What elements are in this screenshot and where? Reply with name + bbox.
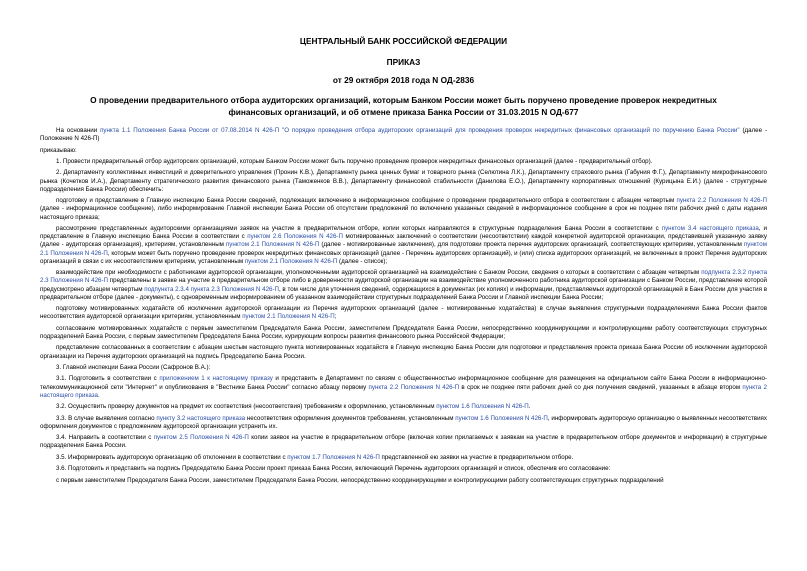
paragraph-text: ; [334, 313, 337, 321]
paragraph [40, 225, 767, 266]
document-type: ПРИКАЗ [386, 57, 421, 67]
paragraph-text: , информировать аудиторскую организацию о выявленных несоответствиях оформления документов с предложением аудиторской организации устранить их. [40, 414, 767, 430]
paragraph-text: представлены в заявке на участие в предварительном отборе либо в доверенности аудиторской организации на взаимодействие уполномоченного работника аудиторской организации с Банком России, представление которой предусмотрено абзацем четвертым [40, 277, 767, 293]
paragraph-text: представление согласованных в соответствии с абзацем шестым настоящего пункта мотивированных ходатайств в Главную инспекцию Банка России для подготовки и представления проекта приказа Банка России об исключении аудиторской организации из Перечня аудиторских организаций на подпись Председателю Банка России. [40, 344, 767, 360]
paragraph [40, 375, 767, 400]
paragraph-text: рассмотрение представленных аудиторскими организациями заявок на участие в предварительном отборе, копии которых направляются в структурные подразделения Банка России в соответствии с [56, 224, 662, 232]
document-link[interactable]: пунктом 1.6 Положения N 426-П [455, 414, 548, 422]
document-link[interactable]: пунктом 2.1 Положения N 426-П [244, 257, 338, 265]
document-body [40, 127, 767, 488]
document-link[interactable]: пунктом 3.4 настоящего приказа [661, 224, 759, 232]
document-date-number: от 29 октября 2018 года N ОД-2836 [332, 75, 475, 85]
paragraph-text: 3.4. Направить в соответствии с [56, 434, 154, 442]
paragraph-text: с первым заместителем Председателя Банка России, заместителем Председателя Банка России, непосредственно координирующими и контролирующими работу соответствующих структурных подразделений [56, 476, 664, 484]
paragraph-text: и представить в Департамент по связям с общественностью информационное сообщение для размещения на официальном сайте Банка России в информационно-телекоммуникационной сети "Интернет" и опубликования в "Вестнике Банка России" согласно абзацу первому [40, 375, 767, 391]
document-link[interactable]: пункту 3.2 настоящего приказа [156, 414, 246, 422]
paragraph [40, 477, 767, 485]
document-link[interactable]: пунктом 2.1 Положения N 426-П [242, 313, 335, 321]
paragraph-text: , и представление в Главную инспекцию Банка России в соответствии с [40, 224, 767, 241]
paragraph-text: копии заявок на участие в предварительном отборе (включая копии прилагаемых к заявкам на участие в предварительном отборе документов и информации) в структурные подразделения Банка России. [40, 434, 767, 450]
paragraph-text: 3.5. Информировать аудиторскую организацию об отклонении в соответствии с [56, 453, 288, 461]
document-link[interactable]: пункта 2 настоящего приказа [40, 383, 767, 399]
paragraph-text: , в том числе для уточнения сведений, содержащихся в документах (их копиях) и информации, представляемых аудиторской организацией в Банк России для участия в предварительном отборе (далее - документы), с одновременным информированием об указанном взаимодействии структурных подразделений Банка России и Главной инспекции Банка России; [40, 285, 767, 301]
paragraph-text: представленной ею заявки на участие в предварительном отборе. [379, 453, 574, 461]
paragraph-text: . [528, 403, 531, 411]
document-link[interactable]: пунктом 2.1 Положения N 426-П [40, 241, 768, 257]
paragraph-text: 1. Провести предварительный отбор аудиторских организаций, которым Банком России может быть поручено проведение проверок некредитных финансовых организаций (далее - предварительный отбор). [56, 157, 653, 165]
paragraph-text: (далее - список); [337, 257, 388, 265]
paragraph [40, 465, 767, 473]
paragraph [40, 147, 767, 155]
paragraph-text: мотивированных заключений о соответствии (несоответствии) каждой конкретной аудиторской организации, представившей указанную заявку (далее - аудиторская организация), критериям, установленным [40, 233, 767, 249]
paragraph-text: в срок не позднее пяти рабочих дней со дня получения сведений, указанных в абзаце втором [459, 383, 743, 391]
paragraph [40, 158, 767, 166]
document-link[interactable]: пунктом 2.5 Положения N 426-П [153, 434, 249, 442]
paragraph-text: 3. Главной инспекции Банка России (Сафронов В.А.): [56, 363, 211, 371]
paragraph-text: подготовку и представление в Главную инспекцию Банка России сведений, подлежащих включению в информационное сообщение о проведении предварительного отбора в соответствии с абзацем четвертым [56, 197, 677, 205]
paragraph-text: (далее - Положение N 426-П) [40, 127, 768, 143]
issuer-name: ЦЕНТРАЛЬНЫЙ БАНК РОССИЙСКОЙ ФЕДЕРАЦИИ [299, 36, 508, 46]
paragraph-text: , которым может быть поручено проведение проверок некредитных финансовых организаций (далее - Перечень аудиторских организаций), и (или) списка аудиторских организаций, не включенных в проект Перечня аудиторских организаций в связи с их несоответствием критериям, установленным [40, 249, 767, 265]
document-link[interactable]: пункта 2.2 Положения N 426-П [676, 197, 768, 205]
paragraph [40, 169, 767, 194]
paragraph [40, 305, 767, 321]
paragraph-text: 3.6. Подготовить и представить на подпись Председателю Банка России проект приказа Банка России, включающий Перечень аудиторских организаций и список, обеспечив его согласование: [56, 465, 611, 473]
document-link[interactable]: подпункта 2.3.2 пункта 2.3 Положения N 426-П [40, 269, 768, 285]
document-link[interactable]: подпункта 2.3.4 пункта 2.3 Положения N 426-П [144, 285, 279, 293]
paragraph [40, 197, 767, 222]
document-title-line: О проведении предварительного отбора аудиторских организаций, которым Банком России может быть поручено проведение проверок некредитных [90, 95, 717, 105]
document-link[interactable]: пункта 2.2 Положения N 426-П [368, 383, 460, 391]
paragraph [40, 454, 767, 462]
paragraph [40, 364, 767, 372]
paragraph [40, 415, 767, 431]
paragraph [40, 403, 767, 411]
paragraph-text: несоответствия оформления документов требованиям, установленным [245, 414, 456, 422]
paragraph-text: (далее - мотивированные заключения), для подготовки проекта перечня аудиторских организаций, соответствующих критериям, установленным [319, 241, 744, 249]
document-link[interactable]: пунктом 1.6 Положения N 426-П [436, 403, 529, 411]
paragraph [40, 127, 767, 143]
paragraph [40, 269, 767, 302]
paragraph-text: подготовку мотивированных ходатайств об исключении аудиторской организации из Перечня аудиторских организаций (далее - мотивированные ходатайства) в случае выявления структурными подразделениями Банка России фактов несоответствия аудиторской организации критериям, установленным [40, 305, 767, 321]
document-link[interactable]: пунктом 2.1 Положения N 426-П [225, 241, 320, 249]
paragraph-text: (далее - информационное сообщение), либо информирование Главной инспекции Банка России об отсутствии предложений по включению указанных сведений в информационное сообщение в срок не позднее пяти рабочих дней с даты издания настоящего приказа; [40, 205, 767, 221]
paragraph-text: 3.2. Осуществить проверку документов на предмет их соответствия (несоответствия) требованиям к оформлению, установленным [56, 403, 437, 411]
paragraph-text: 3.3. В случае выявления согласно [56, 414, 157, 422]
document-link[interactable]: пунктом 1.7 Положения N 426-П [287, 453, 380, 461]
document-title-line: финансовых организаций, и об отмене приказа Банка России от 31.03.2015 N ОД-677 [228, 106, 579, 117]
paragraph-text: . [98, 391, 100, 399]
document-title [40, 95, 767, 118]
document-link[interactable]: приложением 1 к настоящему приказу [159, 375, 273, 383]
document-link[interactable]: пункта 1.1 Положения Банка России от 07.08.2014 N 426-П "О порядке проведения отбора аудиторских организаций для проведения проверок некредитных финансовых организаций по поручению Банка России" [100, 127, 740, 134]
paragraph [40, 325, 767, 341]
paragraph-text: согласование мотивированных ходатайств с первым заместителем Председателя Банка России, заместителем Председателя Банка России, непосредственно координирующими и контролирующими работу соответствующих структурных подразделений Банка России, с первым заместителем Председателя Банка России, курирующим вопросы развития финансового рынка Российской Федерации; [40, 324, 767, 340]
paragraph [40, 434, 767, 450]
paragraph-text: 2. Департаменту коллективных инвестиций и доверительного управления (Пронин К.В.), Департаменту рынка ценных бумаг и товарного рынка (Селютина Л.К.), Департаменту страхового рынка (Габуния Ф.Г.), Департаменту микрофинансового рынка (Кочетков И.А.), Департаменту стратегического развития финансового рынка (Таможенков В.В.), Департаменту финансовой стабильности (Данилова Е.О.), Департаменту корпоративных отношений (Курицына Е.И.) (далее - структурные подразделения Банка России) обеспечить: [40, 169, 767, 193]
paragraph-text: приказываю: [40, 146, 77, 154]
document-link[interactable]: пунктом 2.6 Положения N 426-П [247, 233, 343, 241]
paragraph-text: 3.1. Подготовить в соответствии с [56, 375, 160, 383]
paragraph-text: На основании [56, 127, 101, 134]
paragraph [40, 344, 767, 360]
paragraph-text: взаимодействие при необходимости с работниками аудиторской организации, уполномоченными аудиторской организацией на взаимодействие с Банком России, сведения о которых в соответствии с абзацем четвертым [56, 269, 702, 277]
